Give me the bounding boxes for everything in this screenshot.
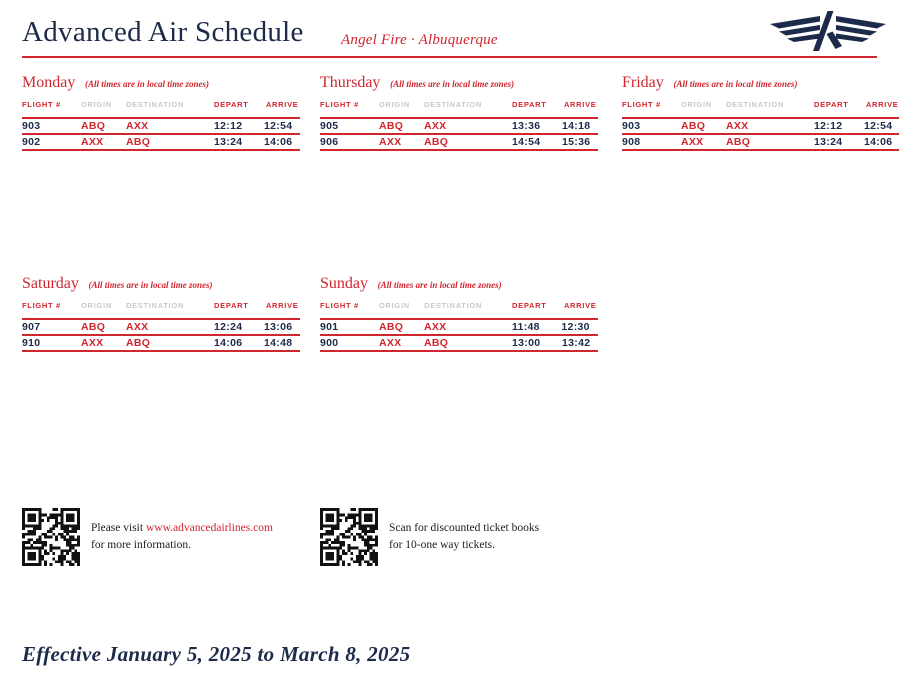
flight-row — [622, 117, 899, 133]
column-header-flight: FLIGHT # — [320, 100, 359, 109]
flight-number: 903 — [622, 120, 641, 132]
table-header-row — [622, 100, 899, 117]
column-header-destination: DESTINATION — [424, 301, 482, 310]
flight-arrive-time: 12:30 — [561, 321, 590, 333]
column-header-depart: DEPART — [214, 100, 249, 109]
column-header-destination: DESTINATION — [424, 100, 482, 109]
flight-depart-time: 12:12 — [814, 120, 843, 132]
flight-destination: ABQ — [726, 136, 751, 148]
column-header-destination: DESTINATION — [126, 100, 184, 109]
qr-website-caption — [91, 520, 273, 554]
column-header-origin: ORIGIN — [81, 301, 112, 310]
flight-number: 907 — [22, 321, 41, 333]
flight-origin: AXX — [379, 337, 402, 349]
day-title: Saturday — [22, 275, 79, 292]
flight-depart-time: 12:24 — [214, 321, 243, 333]
flight-number: 905 — [320, 120, 339, 132]
qr-website-block — [22, 508, 273, 566]
column-header-depart: DEPART — [512, 100, 547, 109]
table-header-row — [320, 100, 598, 117]
flight-origin: ABQ — [81, 120, 106, 132]
flight-depart-time: 13:24 — [214, 136, 243, 148]
flight-origin: ABQ — [379, 120, 404, 132]
flight-arrive-time: 12:54 — [264, 120, 293, 132]
qr-code-icon — [320, 508, 378, 566]
column-header-destination: DESTINATION — [126, 301, 184, 310]
day-heading — [320, 272, 598, 294]
column-header-flight: FLIGHT # — [22, 100, 61, 109]
flight-depart-time: 14:54 — [512, 136, 541, 148]
day-title: Thursday — [320, 74, 381, 91]
qr-tickets-block — [320, 508, 539, 566]
column-header-flight: FLIGHT # — [22, 301, 61, 310]
flight-row — [320, 117, 598, 133]
qr-tickets-caption — [389, 520, 539, 554]
flight-origin: AXX — [81, 337, 104, 349]
times-note: (All times are in local time zones) — [85, 79, 209, 89]
day-schedule — [22, 272, 300, 352]
flight-arrive-time: 14:48 — [264, 337, 293, 349]
qr-tickets-line2: for 10-one way tickets. — [389, 539, 496, 551]
column-header-depart: DEPART — [512, 301, 547, 310]
header-divider — [22, 56, 877, 58]
column-header-arrive: ARRIVE — [563, 100, 597, 109]
flight-row — [320, 133, 598, 149]
day-title: Sunday — [320, 275, 368, 292]
column-header-arrive: ARRIVE — [265, 301, 299, 310]
flight-number: 901 — [320, 321, 339, 333]
column-header-depart: DEPART — [814, 100, 849, 109]
flight-destination: ABQ — [424, 337, 449, 349]
flight-origin: ABQ — [681, 120, 706, 132]
times-note: (All times are in local time zones) — [88, 280, 213, 290]
flight-arrive-time: 14:18 — [562, 120, 591, 132]
day-heading — [320, 71, 598, 93]
flight-row — [320, 318, 598, 334]
flight-depart-time: 14:06 — [214, 337, 243, 349]
day-title: Monday — [22, 74, 76, 91]
flight-origin: ABQ — [81, 321, 106, 333]
column-header-origin: ORIGIN — [681, 100, 712, 109]
website-link[interactable]: www.advancedairlines.com — [145, 522, 273, 534]
table-body — [22, 318, 300, 352]
flight-depart-time: 11:48 — [512, 321, 540, 333]
day-schedule — [320, 71, 598, 151]
flight-row — [320, 334, 598, 350]
effective-dates: Effective January 5, 2025 to March 8, 2025 — [22, 642, 411, 666]
flight-destination: AXX — [424, 321, 447, 333]
flight-origin: AXX — [81, 136, 104, 148]
table-body — [622, 117, 899, 151]
day-heading — [22, 71, 300, 93]
flight-row — [22, 133, 300, 149]
column-header-origin: ORIGIN — [81, 100, 112, 109]
flight-row — [22, 117, 300, 133]
flight-number: 906 — [320, 136, 339, 148]
qr-tickets-line1: Scan for discounted ticket books — [389, 522, 540, 534]
table-header-row — [22, 301, 300, 318]
flight-number: 910 — [22, 337, 41, 349]
qr-code-icon — [22, 508, 80, 566]
flight-destination: AXX — [726, 120, 749, 132]
flight-depart-time: 13:00 — [512, 337, 541, 349]
table-body — [320, 117, 598, 151]
flight-depart-time: 13:36 — [512, 120, 541, 132]
flight-destination: AXX — [126, 120, 149, 132]
flight-number: 908 — [622, 136, 641, 148]
qr-website-line1: Please visit — [91, 522, 146, 534]
column-header-arrive: ARRIVE — [865, 100, 899, 109]
day-title: Friday — [622, 74, 664, 91]
day-schedule — [22, 71, 300, 151]
flight-depart-time: 13:24 — [814, 136, 843, 148]
column-header-flight: FLIGHT # — [320, 301, 359, 310]
flight-destination: AXX — [126, 321, 149, 333]
flight-arrive-time: 14:06 — [264, 136, 293, 148]
winged-a-logo-icon — [768, 11, 888, 51]
table-body — [22, 117, 300, 151]
column-header-origin: ORIGIN — [379, 301, 410, 310]
flight-arrive-time: 13:06 — [264, 321, 293, 333]
table-header-row — [320, 301, 598, 318]
flight-origin: ABQ — [379, 321, 404, 333]
flight-destination: AXX — [424, 120, 447, 132]
route-subtitle: Angel Fire · Albuquerque — [341, 32, 498, 48]
day-heading — [22, 272, 300, 294]
column-header-flight: FLIGHT # — [622, 100, 661, 109]
table-header-row — [22, 100, 300, 117]
flight-number: 902 — [22, 136, 41, 148]
column-header-arrive: ARRIVE — [563, 301, 597, 310]
times-note: (All times are in local time zones) — [673, 79, 798, 89]
column-header-origin: ORIGIN — [379, 100, 410, 109]
qr-website-line2: for more information. — [91, 539, 191, 551]
flight-number: 900 — [320, 337, 339, 349]
flight-destination: ABQ — [424, 136, 449, 148]
table-body — [320, 318, 598, 352]
flight-arrive-time: 13:42 — [562, 337, 591, 349]
column-header-destination: DESTINATION — [726, 100, 784, 109]
flight-arrive-time: 15:36 — [562, 136, 591, 148]
flight-depart-time: 12:12 — [214, 120, 243, 132]
day-schedule — [320, 272, 598, 352]
flight-row — [22, 318, 300, 334]
column-header-depart: DEPART — [214, 301, 249, 310]
flight-arrive-time: 14:06 — [864, 136, 893, 148]
times-note: (All times are in local time zones) — [377, 280, 502, 290]
flight-arrive-time: 12:54 — [864, 120, 893, 132]
flight-destination: ABQ — [126, 136, 151, 148]
column-header-arrive: ARRIVE — [265, 100, 299, 109]
flight-destination: ABQ — [126, 337, 151, 349]
flight-row — [622, 133, 899, 149]
day-heading — [622, 71, 899, 93]
times-note: (All times are in local time zones) — [390, 79, 515, 89]
day-schedule — [622, 71, 899, 151]
page-title: Advanced Air Schedule — [22, 16, 304, 48]
flight-number: 903 — [22, 120, 41, 132]
flight-origin: AXX — [681, 136, 704, 148]
flight-row — [22, 334, 300, 350]
flight-origin: AXX — [379, 136, 402, 148]
